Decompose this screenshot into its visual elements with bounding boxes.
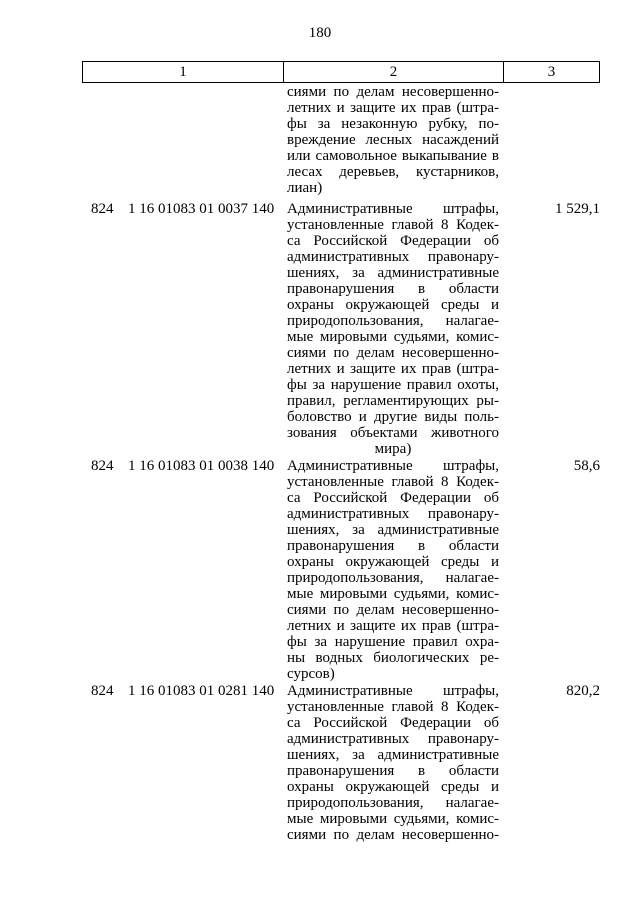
description-line: Административные штрафы, (287, 201, 499, 217)
description-line: охраны окружающей среды и (287, 779, 499, 795)
amount-value: 58,6 (573, 458, 600, 474)
continuation-block (0, 84, 640, 204)
description-line: правил, регламентирующих ры- (287, 393, 499, 409)
description-line: правонарушения в области (287, 763, 499, 779)
description-line: административных правонару- (287, 249, 499, 265)
description-line: боловство и другие виды поль- (287, 409, 499, 425)
description-line: Административные штрафы, (287, 458, 499, 474)
description-line: фы за нарушение правил охра- (287, 634, 499, 650)
header-col-3: 3 (547, 64, 556, 80)
description-line: мира) (374, 441, 412, 457)
description-line: правонарушения в области (287, 538, 499, 554)
description-line: летних и защите их прав (штра- (287, 361, 499, 377)
row-description (287, 201, 499, 457)
description-line: ны водных биологических ре- (287, 650, 499, 666)
description-line: сиями по делам несовершенно- (287, 84, 499, 100)
description-line: Административные штрафы, (287, 683, 499, 699)
description-line: мые мировыми судьями, комис- (287, 811, 499, 827)
description-line: са Российской Федерации об (287, 233, 499, 249)
budget-code (91, 201, 274, 217)
row-description (287, 458, 499, 682)
description-line: мые мировыми судьями, комис- (287, 329, 499, 345)
admin-code: 824 (91, 458, 114, 474)
description-line: сиями по делам несовершенно- (287, 345, 499, 361)
description-line: природопользования, налагае- (287, 313, 499, 329)
description-line: административных правонару- (287, 731, 499, 747)
description-line: сурсов) (287, 666, 335, 682)
description-line: фы за нарушение правил охоты, (287, 377, 499, 393)
description-line: природопользования, налагае- (287, 795, 499, 811)
description-line: летних и защите их прав (штра- (287, 618, 499, 634)
description-line: установленные главой 8 Кодек- (287, 699, 499, 715)
description-line: природопользования, налагае- (287, 570, 499, 586)
table-row (0, 458, 640, 688)
description-line: лиан) (287, 180, 323, 196)
description-line: вреждение лесных насаждений (287, 132, 499, 148)
header-col-2: 2 (284, 62, 504, 82)
table-row (0, 201, 640, 461)
description-line: летних и защите их прав (штра- (287, 100, 499, 116)
classification-code: 1 16 01083 01 0281 140 (128, 683, 275, 699)
description-line: сиями по делам несовершенно- (287, 827, 499, 843)
description-line: установленные главой 8 Кодек- (287, 474, 499, 490)
description-line: административных правонару- (287, 506, 499, 522)
header-col-1: 1 (83, 62, 284, 82)
table-header-row (82, 61, 600, 83)
description-line: правонарушения в области (287, 281, 499, 297)
admin-code: 824 (91, 683, 114, 699)
budget-code (91, 683, 274, 699)
amount-value: 820,2 (566, 683, 600, 699)
description-line: шениях, за административные (287, 747, 499, 763)
budget-code (91, 458, 274, 474)
description-line: са Российской Федерации об (287, 490, 499, 506)
table-row (0, 683, 640, 853)
continuation-description (287, 84, 499, 196)
classification-code: 1 16 01083 01 0037 140 (128, 201, 275, 217)
page-number: 180 (308, 25, 332, 41)
amount-value: 1 529,1 (555, 201, 600, 217)
classification-code: 1 16 01083 01 0038 140 (128, 458, 275, 474)
description-line: охраны окружающей среды и (287, 297, 499, 313)
admin-code: 824 (91, 201, 114, 217)
description-line: фы за незаконную рубку, по- (287, 116, 499, 132)
description-line: са Российской Федерации об (287, 715, 499, 731)
description-line: мые мировыми судьями, комис- (287, 586, 499, 602)
description-line: шениях, за административные (287, 265, 499, 281)
description-line: лесах деревьев, кустарников, (287, 164, 499, 180)
description-line: сиями по делам несовершенно- (287, 602, 499, 618)
description-line: охраны окружающей среды и (287, 554, 499, 570)
description-line: шениях, за административные (287, 522, 499, 538)
description-line: или самовольное выкапывание в (287, 148, 499, 164)
description-line: установленные главой 8 Кодек- (287, 217, 499, 233)
description-line: зования объектами животного (287, 425, 499, 441)
row-description (287, 683, 499, 843)
